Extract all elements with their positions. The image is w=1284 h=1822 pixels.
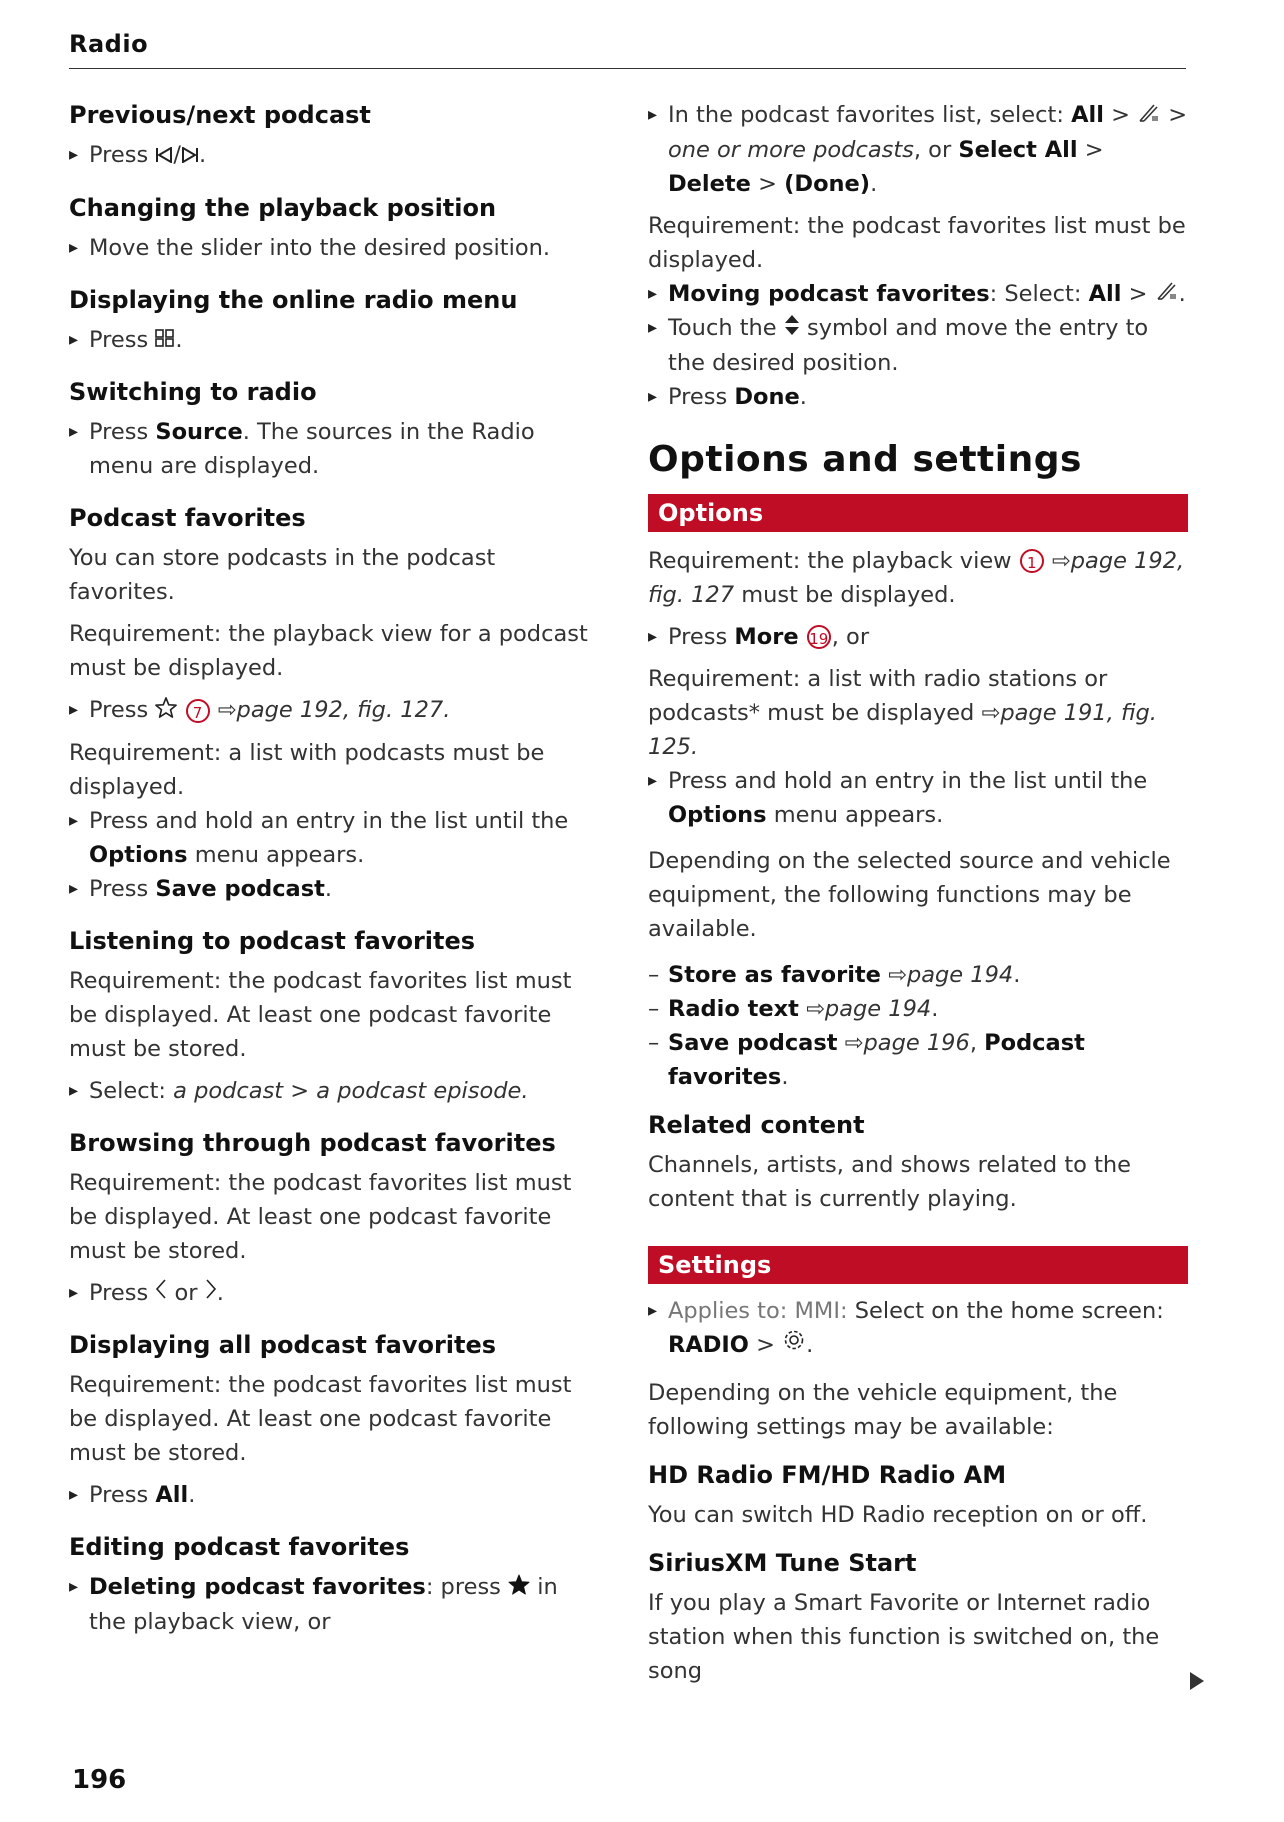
header-divider xyxy=(69,68,1186,69)
hd-radio-text: You can switch HD Radio reception on or off. xyxy=(648,1502,1148,1528)
gear-icon xyxy=(782,1328,806,1362)
heading-hd-radio: HD Radio FM/HD Radio AM xyxy=(648,1461,1007,1489)
step-press-all: ▸ Press All. xyxy=(69,1478,597,1512)
step-moving: ▸ Moving podcast favorites: Select: All > . xyxy=(648,277,1188,312)
step-save-podcast: ▸ Press Save podcast. xyxy=(69,872,597,906)
step-browse: ▸ Press or . xyxy=(69,1276,597,1311)
step-press-more: ▸ Press More 19 , or xyxy=(648,620,1188,654)
listening-req: Requirement: the podcast favorites list must be displayed. At least one podcast favorite must be stored. xyxy=(69,967,572,1062)
step-press-done: ▸ Press Done. xyxy=(648,380,1188,414)
options-bar: Options xyxy=(648,494,1188,532)
step-press-star: ▸ Press 7 ⇨page 192, fig. 127. xyxy=(69,693,597,728)
chevron-right-icon xyxy=(205,1276,217,1310)
settings-depending: Depending on the vehicle equipment, the following settings may be available: xyxy=(648,1380,1118,1440)
step-deleting: ▸ Deleting podcast favorites: press in the playback view, or xyxy=(69,1570,597,1639)
heading-prev-next-podcast: Previous/next podcast xyxy=(69,101,371,129)
heading-online-radio-menu: Displaying the online radio menu xyxy=(69,285,518,314)
step-prev-next: ▸ Press / . xyxy=(69,138,597,173)
callout-number: 1 xyxy=(1020,549,1044,573)
heading-browsing: Browsing through podcast favorites xyxy=(69,1128,556,1157)
reorder-updown-icon xyxy=(784,312,800,346)
podcast-favorites-intro: You can store podcasts in the podcast favorites. xyxy=(69,545,496,605)
page-ref-arrow-icon: ⇨ xyxy=(844,1029,864,1056)
options-function-list xyxy=(648,958,1188,1094)
podcast-favorites-req1: Requirement: the playback view for a podcast must be displayed. xyxy=(69,621,588,681)
left-column xyxy=(69,98,597,1639)
heading-podcast-favorites: Podcast favorites xyxy=(69,504,306,532)
step-select-podcast: ▸ Select: a podcast > a podcast episode. xyxy=(69,1074,597,1108)
step-applies-to: ▸ Applies to: MMI: Select on the home screen: RADIO > . xyxy=(648,1294,1188,1363)
heading-related-content: Related content xyxy=(648,1110,865,1139)
step-playback-position: ▸ Move the slider into the desired position. xyxy=(69,231,597,265)
edit-pencil-icon xyxy=(1155,277,1179,311)
callout-number: 19 xyxy=(807,625,831,649)
options-req2: Requirement: a list with radio stations or podcasts* must be displayed ⇨page 191, fig. 125. xyxy=(648,665,1157,760)
chevron-left-icon xyxy=(155,1276,167,1310)
page-ref-arrow-icon: ⇨ xyxy=(217,697,237,723)
page-ref-arrow-icon: ⇨ xyxy=(806,995,825,1022)
heading-switching-to-radio: Switching to radio xyxy=(69,378,317,406)
grid-menu-icon xyxy=(155,323,175,357)
previous-track-icon xyxy=(155,139,173,173)
page-number: 196 xyxy=(72,1765,127,1795)
edit-pencil-icon xyxy=(1137,99,1161,133)
podcast-favorites-req2: Requirement: a list with podcasts must be displayed. xyxy=(69,739,545,800)
step-hold-entry: ▸ Press and hold an entry in the list until the Options menu appears. xyxy=(69,804,597,872)
page-ref-arrow-icon: ⇨ xyxy=(888,961,907,988)
heading-editing: Editing podcast favorites xyxy=(69,1533,410,1561)
list-item: – Save podcast ⇨page 196, Podcast favorites. xyxy=(648,1026,1188,1094)
displaying-all-req: Requirement: the podcast favorites list must be displayed. At least one podcast favorite must be stored. xyxy=(69,1372,572,1466)
heading-siriusxm: SiriusXM Tune Start xyxy=(648,1549,917,1577)
heading-playback-position: Changing the playback position xyxy=(69,193,497,222)
list-item: – Radio text ⇨page 194. xyxy=(648,992,1188,1026)
step-hold-entry-options: ▸ Press and hold an entry in the list until the Options menu appears. xyxy=(648,764,1188,832)
page-ref-arrow-icon: ⇨ xyxy=(981,699,1001,726)
options-depending: Depending on the selected source and vehicle equipment, the following functions may be available. xyxy=(648,847,1171,942)
step-online-menu: ▸ Press . xyxy=(69,323,597,358)
settings-bar: Settings xyxy=(648,1246,1188,1284)
continue-arrow-icon xyxy=(1190,1672,1204,1690)
star-outline-icon xyxy=(155,694,177,728)
next-track-icon xyxy=(181,139,199,173)
browsing-req: Requirement: the podcast favorites list must be displayed. At least one podcast favorite must be stored. xyxy=(69,1169,572,1264)
step-edit-list: ▸ In the podcast favorites list, select: All > > one or more podcasts, or Select All > Delete > (Done). xyxy=(648,98,1188,201)
step-touch-symbol: ▸ Touch the symbol and move the entry to the desired position. xyxy=(648,311,1188,380)
options-req1: Requirement: the playback view 1 ⇨page 192, fig. 127 must be displayed. xyxy=(648,547,1185,608)
right-column xyxy=(648,98,1188,1688)
star-filled-icon xyxy=(508,1571,530,1605)
related-content-text: Channels, artists, and shows related to the content that is currently playing. xyxy=(648,1151,1131,1212)
siriusxm-text: If you play a Smart Favorite or Internet radio station when this function is switched on, the song xyxy=(648,1590,1160,1684)
moving-req: Requirement: the podcast favorites list must be displayed. xyxy=(648,212,1186,273)
page-header-title: Radio xyxy=(69,30,149,58)
section-title-options-settings: Options and settings xyxy=(648,438,1082,480)
callout-number: 7 xyxy=(186,699,210,723)
list-item: – Store as favorite ⇨page 194. xyxy=(648,958,1188,992)
heading-listening: Listening to podcast favorites xyxy=(69,926,476,955)
heading-displaying-all: Displaying all podcast favorites xyxy=(69,1331,497,1359)
step-switching: ▸ Press Source. The sources in the Radio menu are displayed. xyxy=(69,415,597,483)
page-ref-arrow-icon: ⇨ xyxy=(1051,547,1071,574)
